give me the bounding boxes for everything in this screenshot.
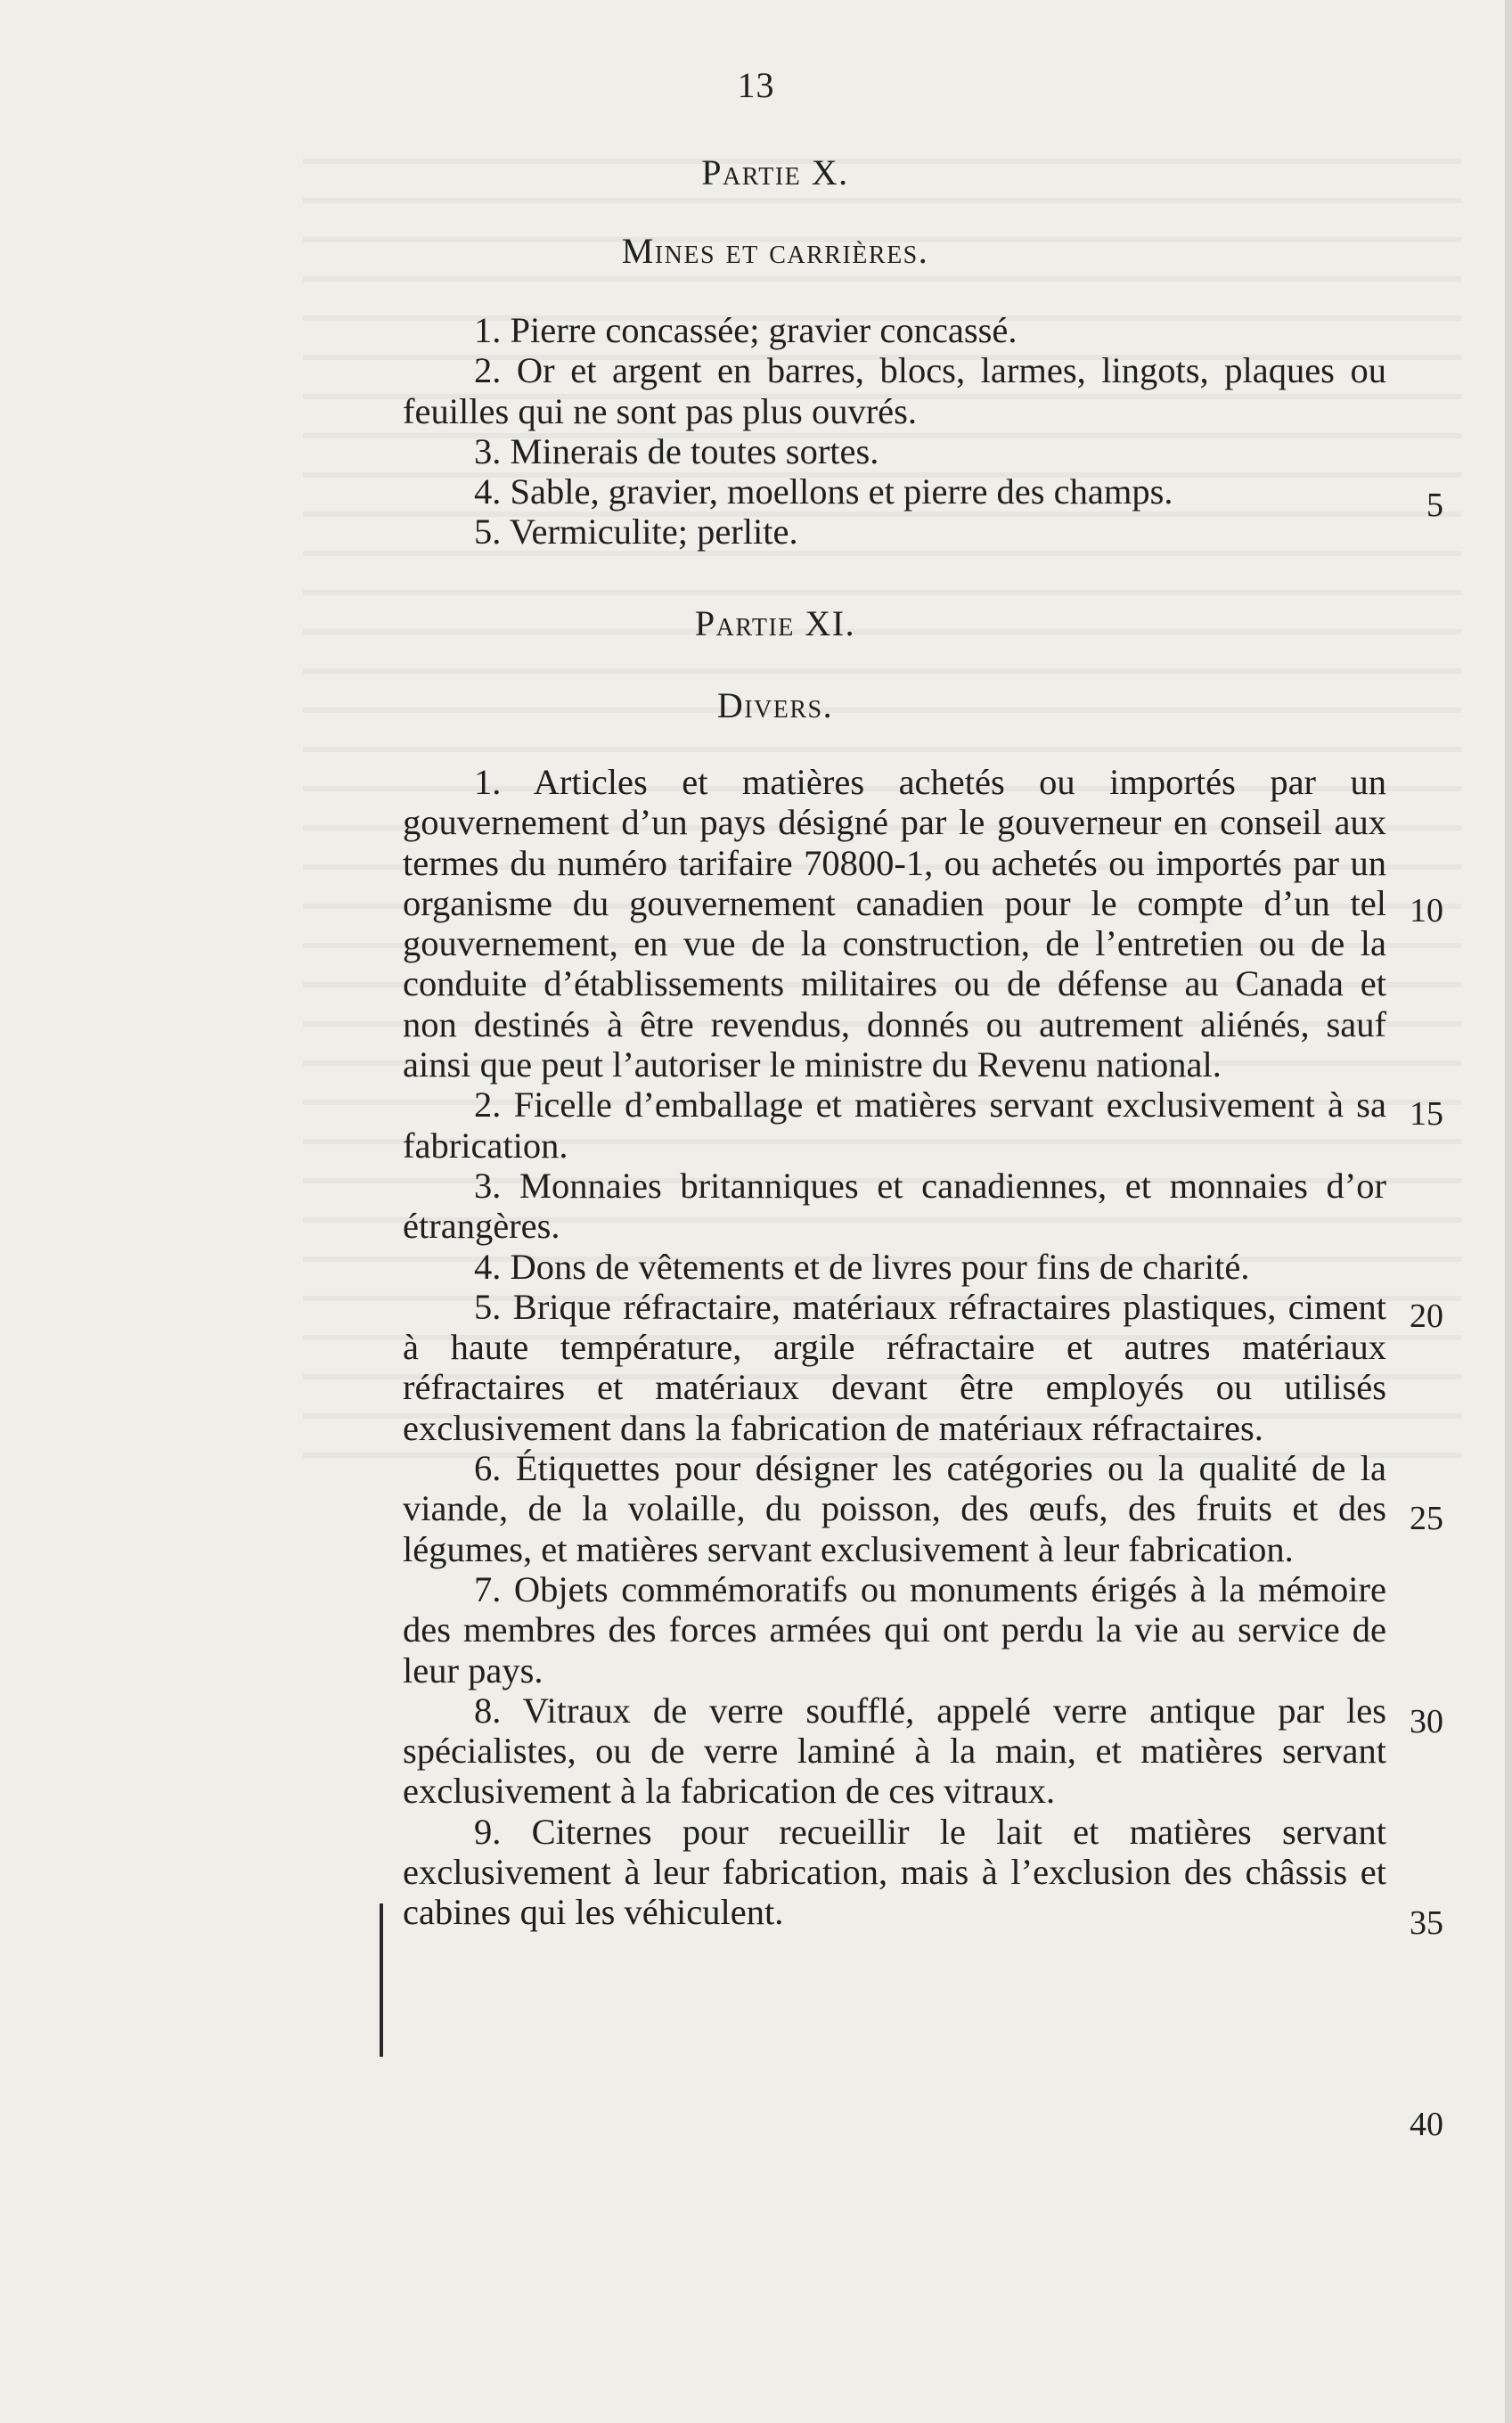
part-xi-item: 5. Brique réfractaire, matériaux réfractaires plastiques, ciment à haute température, argile réfractaire et autres matériaux réfractaires et matériaux devant être employés ou utilisés exclusivement dans la fabrication de matériaux réfractaires. [403,1286,1386,1448]
part-xi-item: 1. Articles et matières achetés ou importés par un gouvernement d’un pays désigné par le gouverneur en conseil aux termes du numéro tarifaire 70800-1, ou achetés ou importés par un organisme du gouvernement canadien pour le compte d’un tel gouvernement, en vue de la construction, de l’entretien ou de la conduite d’établissements militaires ou de défense au Canada et non destinés à être revendus, donnés ou autrement aliénés, sauf ainsi que peut l’autoriser le ministre du Revenu national. [403,762,1386,1085]
part-xi-item: 7. Objets commémoratifs ou monuments érigés à la mémoire des membres des forces armées qui ont perdu la vie au service de leur pays. [403,1568,1386,1690]
part-xi-item: 2. Ficelle d’emballage et matières servant exclusivement à sa fabrication. [403,1085,1386,1166]
line-number: 35 [1410,1904,1443,1942]
line-number: 5 [1426,487,1443,524]
part-x-item: 4. Sable, gravier, moellons et pierre des champs. [474,471,1173,512]
part-x-items [403,310,1386,553]
line-number: 15 [1410,1095,1443,1133]
part-xi-items [403,762,1386,1933]
part-xi-item: 4. Dons de vêtements et de livres pour fins de charité. [474,1246,1250,1287]
part-x-item: 1. Pierre concassée; gravier concassé. [474,310,1018,350]
line-number: 30 [1410,1703,1443,1740]
part-x-item: 3. Minerais de toutes sortes. [474,430,879,471]
line-number: 20 [1410,1297,1443,1335]
part-x-title: Partie X. [701,152,849,192]
part-xi-title: Partie XI. [694,603,856,643]
line-number: 25 [1410,1500,1443,1537]
page-edge [1505,0,1512,2423]
part-xi-item: 6. Étiquettes pour désigner les catégories ou la qualité de la viande, de la volaille, du poisson, des œufs, des fruits et des légumes, et matières servant exclusivement à leur fabrication. [403,1448,1386,1569]
part-x-item: 2. Or et argent en barres, blocs, larmes, lingots, plaques ou feuilles qui ne sont pas plus ouvrés. [403,350,1386,431]
page-number: 13 [737,65,775,105]
part-x-item: 5. Vermiculite; perlite. [474,512,798,553]
part-x-subtitle: Mines et carrières. [621,231,929,271]
line-number: 40 [1410,2106,1443,2143]
part-xi-subtitle: Divers. [716,685,834,725]
part-xi-item: 9. Citernes pour recueillir le lait et matières servant exclusivement à leur fabrication, mais à l’exclusion des châssis et cabines qui les véhiculent. [403,1811,1386,1933]
revision-change-bar [380,1903,383,2057]
line-number: 10 [1410,892,1443,929]
part-xi-item: 8. Vitraux de verre soufflé, appelé verre antique par les spécialistes, ou de verre laminé à la main, et matières servant exclusivement à la fabrication de ces vitraux. [403,1690,1386,1812]
part-xi-item: 3. Monnaies britanniques et canadiennes, et monnaies d’or étrangères. [403,1165,1386,1247]
